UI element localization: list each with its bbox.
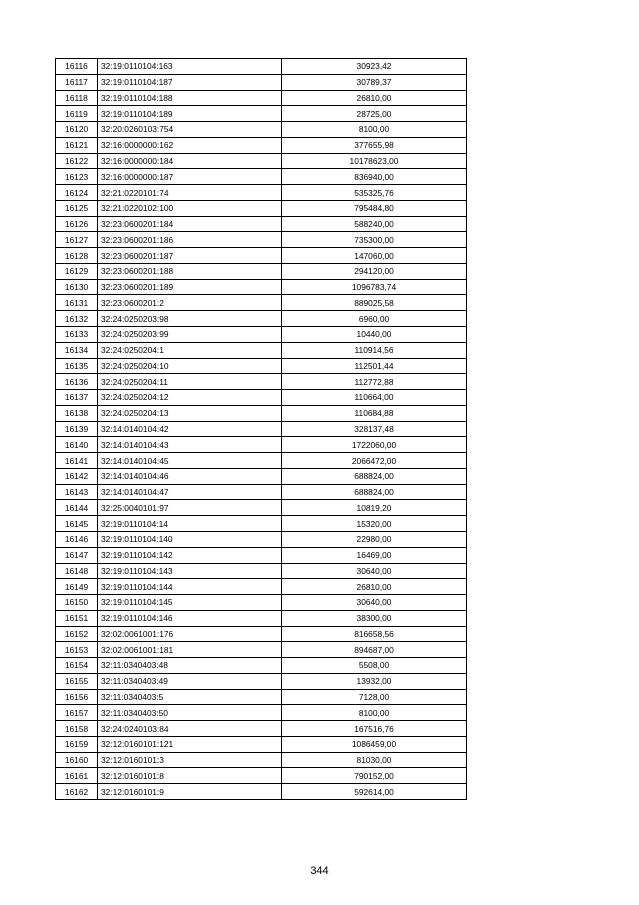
value-cell: 112501,44 bbox=[282, 358, 467, 374]
value-cell: 30923,42 bbox=[282, 59, 467, 75]
cadastral-number-cell: 32:14:0140104:45 bbox=[98, 453, 282, 469]
cadastral-number-cell: 32:24:0250203:99 bbox=[98, 327, 282, 343]
table-row bbox=[56, 468, 467, 484]
row-number-cell: 16145 bbox=[56, 516, 98, 532]
table-row bbox=[56, 610, 467, 626]
table-row bbox=[56, 59, 467, 75]
value-cell: 816658,56 bbox=[282, 626, 467, 642]
cadastral-number-cell: 32:11:0340403:48 bbox=[98, 658, 282, 674]
cadastral-number-cell: 32:24:0250203:98 bbox=[98, 311, 282, 327]
cadastral-number-cell: 32:23:0600201:186 bbox=[98, 232, 282, 248]
row-number-cell: 16148 bbox=[56, 563, 98, 579]
value-cell: 38300,00 bbox=[282, 610, 467, 626]
cadastral-number-cell: 32:19:0110104:187 bbox=[98, 74, 282, 90]
value-cell: 894687,00 bbox=[282, 642, 467, 658]
row-number-cell: 16156 bbox=[56, 689, 98, 705]
value-cell: 110664,00 bbox=[282, 390, 467, 406]
row-number-cell: 16137 bbox=[56, 390, 98, 406]
table-row bbox=[56, 500, 467, 516]
cadastral-number-cell: 32:24:0250204:13 bbox=[98, 405, 282, 421]
value-cell: 328137,48 bbox=[282, 421, 467, 437]
value-cell: 688824,00 bbox=[282, 468, 467, 484]
cadastral-number-cell: 32:23:0600201:188 bbox=[98, 263, 282, 279]
table-row bbox=[56, 137, 467, 153]
cadastral-number-cell: 32:24:0250204:11 bbox=[98, 374, 282, 390]
cadastral-number-cell: 32:19:0110104:140 bbox=[98, 531, 282, 547]
table-row bbox=[56, 248, 467, 264]
cadastral-number-cell: 32:19:0110104:189 bbox=[98, 106, 282, 122]
row-number-cell: 16125 bbox=[56, 200, 98, 216]
value-cell: 2066472,00 bbox=[282, 453, 467, 469]
table-row bbox=[56, 673, 467, 689]
row-number-cell: 16116 bbox=[56, 59, 98, 75]
cadastral-number-cell: 32:12:0160101:121 bbox=[98, 736, 282, 752]
table-row bbox=[56, 169, 467, 185]
row-number-cell: 16141 bbox=[56, 453, 98, 469]
value-cell: 8100,00 bbox=[282, 122, 467, 138]
value-cell: 592614,00 bbox=[282, 784, 467, 800]
cadastral-number-cell: 32:12:0160101:9 bbox=[98, 784, 282, 800]
row-number-cell: 16146 bbox=[56, 531, 98, 547]
value-cell: 7128,00 bbox=[282, 689, 467, 705]
table-row bbox=[56, 90, 467, 106]
cadastral-number-cell: 32:16:0000000:162 bbox=[98, 137, 282, 153]
row-number-cell: 16162 bbox=[56, 784, 98, 800]
table-row bbox=[56, 453, 467, 469]
row-number-cell: 16129 bbox=[56, 263, 98, 279]
value-cell: 8100,00 bbox=[282, 705, 467, 721]
cadastral-number-cell: 32:24:0250204:1 bbox=[98, 342, 282, 358]
value-cell: 81030,00 bbox=[282, 752, 467, 768]
cadastral-number-cell: 32:23:0600201:184 bbox=[98, 216, 282, 232]
table-row bbox=[56, 768, 467, 784]
value-cell: 112772,88 bbox=[282, 374, 467, 390]
row-number-cell: 16143 bbox=[56, 484, 98, 500]
row-number-cell: 16157 bbox=[56, 705, 98, 721]
value-cell: 5508,00 bbox=[282, 658, 467, 674]
row-number-cell: 16119 bbox=[56, 106, 98, 122]
cadastral-number-cell: 32:24:0250204:12 bbox=[98, 390, 282, 406]
table-row bbox=[56, 153, 467, 169]
value-cell: 26810,00 bbox=[282, 579, 467, 595]
value-cell: 30789,37 bbox=[282, 74, 467, 90]
cadastral-number-cell: 32:19:0110104:14 bbox=[98, 516, 282, 532]
cadastral-number-cell: 32:11:0340403:50 bbox=[98, 705, 282, 721]
value-cell: 1722060,00 bbox=[282, 437, 467, 453]
cadastral-number-cell: 32:25:0040101:97 bbox=[98, 500, 282, 516]
cadastral-number-cell: 32:02:0061001:181 bbox=[98, 642, 282, 658]
cadastral-number-cell: 32:19:0110104:145 bbox=[98, 595, 282, 611]
value-cell: 377655,98 bbox=[282, 137, 467, 153]
cadastral-number-cell: 32:02:0061001:176 bbox=[98, 626, 282, 642]
cadastral-number-cell: 32:11:0340403:5 bbox=[98, 689, 282, 705]
row-number-cell: 16161 bbox=[56, 768, 98, 784]
value-cell: 836940,00 bbox=[282, 169, 467, 185]
row-number-cell: 16122 bbox=[56, 153, 98, 169]
table-row bbox=[56, 658, 467, 674]
value-cell: 10440,00 bbox=[282, 327, 467, 343]
cadastral-number-cell: 32:24:0250204:10 bbox=[98, 358, 282, 374]
value-cell: 535325,76 bbox=[282, 185, 467, 201]
table-row bbox=[56, 106, 467, 122]
value-cell: 15320,00 bbox=[282, 516, 467, 532]
table-row bbox=[56, 327, 467, 343]
value-cell: 167516,76 bbox=[282, 721, 467, 737]
table-row bbox=[56, 437, 467, 453]
table-row bbox=[56, 784, 467, 800]
table-row bbox=[56, 232, 467, 248]
row-number-cell: 16126 bbox=[56, 216, 98, 232]
table-row bbox=[56, 358, 467, 374]
row-number-cell: 16159 bbox=[56, 736, 98, 752]
value-cell: 30640,00 bbox=[282, 563, 467, 579]
table-row bbox=[56, 721, 467, 737]
value-cell: 10819,20 bbox=[282, 500, 467, 516]
table-row bbox=[56, 595, 467, 611]
row-number-cell: 16128 bbox=[56, 248, 98, 264]
row-number-cell: 16153 bbox=[56, 642, 98, 658]
cadastral-number-cell: 32:19:0110104:144 bbox=[98, 579, 282, 595]
value-cell: 13932,00 bbox=[282, 673, 467, 689]
value-cell: 110684,88 bbox=[282, 405, 467, 421]
cadastral-number-cell: 32:20:0260103:754 bbox=[98, 122, 282, 138]
value-cell: 588240,00 bbox=[282, 216, 467, 232]
cadastral-number-cell: 32:24:0240103:84 bbox=[98, 721, 282, 737]
value-cell: 28725,00 bbox=[282, 106, 467, 122]
cadastral-number-cell: 32:23:0600201:189 bbox=[98, 279, 282, 295]
value-cell: 790152,00 bbox=[282, 768, 467, 784]
row-number-cell: 16136 bbox=[56, 374, 98, 390]
table-row bbox=[56, 579, 467, 595]
table-row bbox=[56, 705, 467, 721]
table-row bbox=[56, 200, 467, 216]
cadastral-number-cell: 32:14:0140104:43 bbox=[98, 437, 282, 453]
value-cell: 294120,00 bbox=[282, 263, 467, 279]
cadastral-number-cell: 32:12:0160101:3 bbox=[98, 752, 282, 768]
cadastral-number-cell: 32:19:0110104:142 bbox=[98, 547, 282, 563]
row-number-cell: 16147 bbox=[56, 547, 98, 563]
table-row bbox=[56, 421, 467, 437]
row-number-cell: 16133 bbox=[56, 327, 98, 343]
row-number-cell: 16154 bbox=[56, 658, 98, 674]
cadastral-number-cell: 32:14:0140104:46 bbox=[98, 468, 282, 484]
cadastral-number-cell: 32:23:0600201:2 bbox=[98, 295, 282, 311]
value-cell: 889025,58 bbox=[282, 295, 467, 311]
value-cell: 1086459,00 bbox=[282, 736, 467, 752]
table-row bbox=[56, 626, 467, 642]
table-row bbox=[56, 563, 467, 579]
row-number-cell: 16124 bbox=[56, 185, 98, 201]
row-number-cell: 16135 bbox=[56, 358, 98, 374]
row-number-cell: 16132 bbox=[56, 311, 98, 327]
table-row bbox=[56, 122, 467, 138]
value-cell: 147060,00 bbox=[282, 248, 467, 264]
value-cell: 110914,56 bbox=[282, 342, 467, 358]
row-number-cell: 16158 bbox=[56, 721, 98, 737]
row-number-cell: 16117 bbox=[56, 74, 98, 90]
cadastral-number-cell: 32:19:0110104:146 bbox=[98, 610, 282, 626]
table-row bbox=[56, 405, 467, 421]
value-cell: 795484,80 bbox=[282, 200, 467, 216]
table-row bbox=[56, 295, 467, 311]
table-row bbox=[56, 185, 467, 201]
page-number: 344 bbox=[310, 865, 329, 877]
table-row bbox=[56, 374, 467, 390]
table-row bbox=[56, 736, 467, 752]
table-row bbox=[56, 689, 467, 705]
row-number-cell: 16152 bbox=[56, 626, 98, 642]
cadastral-number-cell: 32:16:0000000:184 bbox=[98, 153, 282, 169]
cadastral-number-cell: 32:19:0110104:163 bbox=[98, 59, 282, 75]
table-row bbox=[56, 342, 467, 358]
cadastral-number-cell: 32:19:0110104:188 bbox=[98, 90, 282, 106]
table-row bbox=[56, 216, 467, 232]
row-number-cell: 16121 bbox=[56, 137, 98, 153]
cadastral-number-cell: 32:16:0000000:187 bbox=[98, 169, 282, 185]
table-row bbox=[56, 531, 467, 547]
table-row bbox=[56, 390, 467, 406]
row-number-cell: 16155 bbox=[56, 673, 98, 689]
value-cell: 10178623,00 bbox=[282, 153, 467, 169]
cadastral-number-cell: 32:19:0110104:143 bbox=[98, 563, 282, 579]
row-number-cell: 16142 bbox=[56, 468, 98, 484]
row-number-cell: 16127 bbox=[56, 232, 98, 248]
table-body bbox=[56, 59, 467, 800]
value-cell: 735300,00 bbox=[282, 232, 467, 248]
table-row bbox=[56, 484, 467, 500]
row-number-cell: 16130 bbox=[56, 279, 98, 295]
cadastral-value-table bbox=[55, 58, 467, 800]
cadastral-number-cell: 32:23:0600201:187 bbox=[98, 248, 282, 264]
table-row bbox=[56, 547, 467, 563]
table-row bbox=[56, 752, 467, 768]
row-number-cell: 16140 bbox=[56, 437, 98, 453]
value-cell: 22980,00 bbox=[282, 531, 467, 547]
row-number-cell: 16139 bbox=[56, 421, 98, 437]
cadastral-number-cell: 32:21:0220102:100 bbox=[98, 200, 282, 216]
row-number-cell: 16144 bbox=[56, 500, 98, 516]
value-cell: 30640,00 bbox=[282, 595, 467, 611]
row-number-cell: 16134 bbox=[56, 342, 98, 358]
table-row bbox=[56, 263, 467, 279]
table-row bbox=[56, 642, 467, 658]
row-number-cell: 16118 bbox=[56, 90, 98, 106]
row-number-cell: 16138 bbox=[56, 405, 98, 421]
table-row bbox=[56, 279, 467, 295]
row-number-cell: 16150 bbox=[56, 595, 98, 611]
value-cell: 26810,00 bbox=[282, 90, 467, 106]
row-number-cell: 16160 bbox=[56, 752, 98, 768]
cadastral-number-cell: 32:11:0340403:49 bbox=[98, 673, 282, 689]
value-cell: 6960,00 bbox=[282, 311, 467, 327]
table-row bbox=[56, 311, 467, 327]
row-number-cell: 16131 bbox=[56, 295, 98, 311]
row-number-cell: 16151 bbox=[56, 610, 98, 626]
row-number-cell: 16149 bbox=[56, 579, 98, 595]
row-number-cell: 16120 bbox=[56, 122, 98, 138]
value-cell: 16469,00 bbox=[282, 547, 467, 563]
table-row bbox=[56, 516, 467, 532]
value-cell: 1096783,74 bbox=[282, 279, 467, 295]
cadastral-number-cell: 32:21:0220101:74 bbox=[98, 185, 282, 201]
value-cell: 688824,00 bbox=[282, 484, 467, 500]
cadastral-number-cell: 32:14:0140104:42 bbox=[98, 421, 282, 437]
table-row bbox=[56, 74, 467, 90]
row-number-cell: 16123 bbox=[56, 169, 98, 185]
cadastral-number-cell: 32:14:0140104:47 bbox=[98, 484, 282, 500]
cadastral-number-cell: 32:12:0160101:8 bbox=[98, 768, 282, 784]
